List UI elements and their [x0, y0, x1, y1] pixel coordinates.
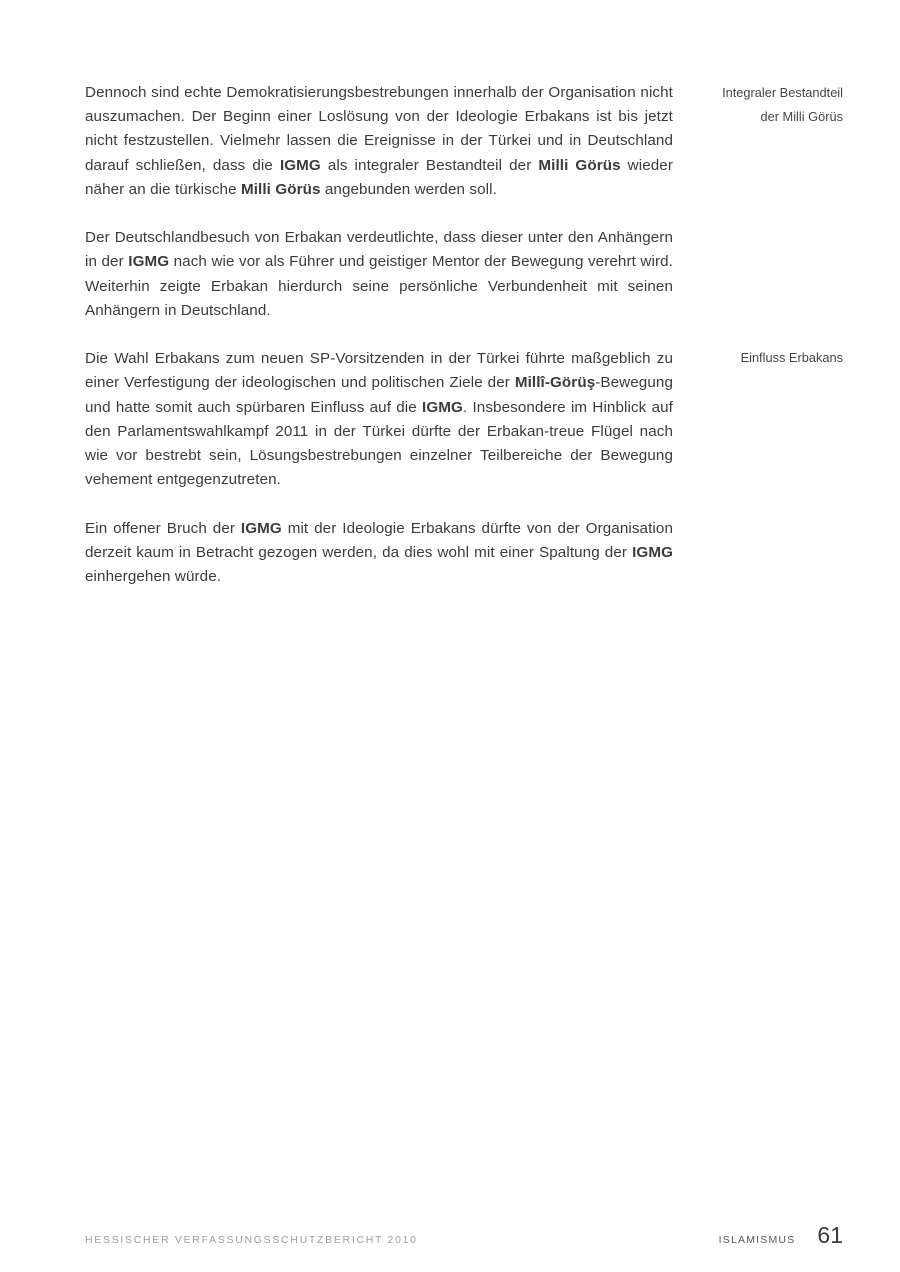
text-run-bold-igmg: IGMG [422, 398, 463, 416]
text-run-bold-milli-goerues: Millî-Görüş [514, 374, 596, 392]
text-run: angebunden werden soll. [320, 180, 497, 198]
text-run-bold-igmg: IGMG [128, 253, 170, 271]
page-footer [85, 1222, 843, 1249]
text-run-bold-milli-goerues: Milli Görüs [240, 180, 321, 198]
footer-section-label: ISLAMISMUS [718, 1234, 796, 1246]
text-run-bold-igmg: IGMG [279, 156, 321, 174]
text-run: Die Wahl Erbakans zum neuen SP-Vorsitzenden in der Türkei führte maßgeblich zu einer Verfestigung der ideologischen und politischen Ziele der [85, 350, 673, 392]
text-run: mit der Ideologie Erbakans dürfte von der Organisation derzeit kaum in Betracht gezogen werden, da dies wohl mit einer Spaltung der [85, 519, 673, 561]
text-run: -Bewegung und hatte somit auch spürbaren Einfluss auf die [85, 374, 673, 416]
text-run: als integraler Bestandteil der [320, 156, 539, 174]
text-run: einhergehen würde. [85, 568, 222, 586]
margin-note-line: Integraler Bestandteil [722, 85, 843, 100]
text-run: . Insbesondere im Hinblick auf den Parlamentswahlkampf 2011 in der Türkei dürfte der Erbakan-treue Flügel nach wie vor bestrebt sein, Lösungsbestrebungen einzelner Teilbereiche der Bewegung vehement entgegenzutreten. [85, 398, 673, 489]
page-number: 61 [817, 1222, 843, 1248]
body-text-column [85, 81, 673, 589]
body-paragraph [85, 226, 673, 323]
margin-note-line: Einfluss Erbakans [740, 350, 843, 365]
text-run: Der Deutschlandbesuch von Erbakan verdeutlichte, dass dieser unter den Anhängern in der [85, 229, 673, 271]
text-run: Dennoch sind echte Demokratisierungsbestrebungen innerhalb der Organisation nicht auszumachen. Der Beginn einer Loslösung von der Ideologie Erbakans ist bis jetzt nicht festzustellen. Vielmehr lassen die Ereignisse in der Türkei und in Deutschland darauf schließen, dass die [85, 84, 673, 174]
text-run: Ein offener Bruch der [85, 519, 241, 537]
footer-right-group [719, 1222, 843, 1249]
margin-note-einfluss-erbakans [668, 346, 843, 370]
footer-report-title: HESSISCHER VERFASSUNGSSCHUTZBERICHT 2010 [85, 1234, 418, 1246]
body-paragraph [85, 81, 673, 202]
text-run-bold-igmg: IGMG [632, 543, 673, 561]
margin-note-line: der Milli Görüs [760, 109, 843, 125]
text-run: nach wie vor als Führer und geistiger Mentor der Bewegung verehrt wird. Weiterhin zeigte Erbakan hierdurch seine persönliche Verbundenheit mit seinen Anhängern in Deutschland. [85, 253, 673, 319]
text-run: wieder näher an die türkische [85, 156, 673, 198]
margin-note-integraler-bestandteil [668, 81, 843, 129]
body-paragraph [85, 517, 673, 590]
body-paragraph [85, 347, 673, 492]
text-run-bold-igmg: IGMG [240, 519, 282, 537]
text-run-bold-milli-goerues: Milli Görüs [538, 156, 621, 174]
